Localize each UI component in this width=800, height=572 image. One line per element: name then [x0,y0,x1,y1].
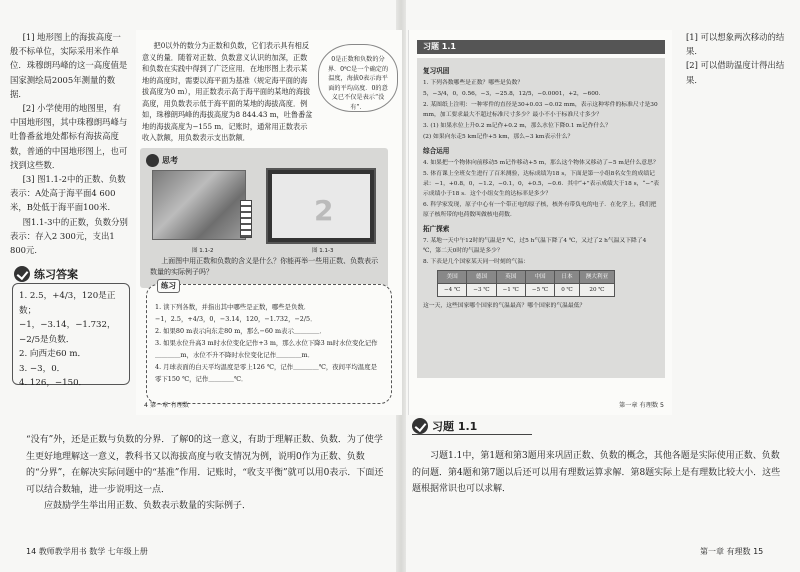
table-cell: −3 ℃ [467,284,496,297]
exercise-item: 5，−3/4，0，0.56，−3，−25.8，12/5，−0.0001，+2，−600． [423,91,605,97]
textbook-page-5 [408,30,672,415]
answer-line: 2. 向西走60 m． [19,349,87,359]
topographic-map-figure [152,170,246,240]
exercise-item: 2. 某图纸上注明：一种零件的直径是30+0.03 −0.02 mm，表示这种零件的标准尺寸是30 mm，加工要求最大不超过标准尺寸多少？最小不小于标准尺寸多少？ [423,102,658,118]
margin-notes [10,30,128,257]
textbook-footer: 4 第一章 有理数 [144,402,189,409]
exercise-item: 5. 体育课上全班女生进行了百米测验，达标成绩为18 s，下面是第一小组8名女生的成绩记录：−1，+0.8，0，−1.2，−0.1，0，+0.5，−0.6．其中“+”表示成绩大于18 s，“−”表示成绩小于18 s．这个小组女生的达标率是多少？ [423,171,660,197]
main-text-right: 习题1.1中，第1题和第3题用来巩固正数、负数的概念，其他各题是实际使用正数、负数的问题．第4题和第7题以后还可以用有理数运算求解．第8题实际上是有理数比较大小．这些题根据常识也可以求解． [412,451,781,494]
table-cell: 英国 [496,271,525,284]
bank-statement-figure [266,168,376,244]
answer-line: −1，−3.14，−1.732， [19,320,116,330]
practice-item: 4. 月球表面的白天平均温度是零上126 ℃，记作＿＿＿＿℃，夜间平均温度是零下150 ℃，记作＿＿＿＿℃． [155,363,377,383]
exercise-title-text: 习题 1.1 [432,420,478,433]
checkmark-icon [412,418,428,434]
table-cell: 20 ℃ [579,284,614,297]
exercise-item: 6. 科学家发现，原子中心有一个带正电的原子核，核外有带负电的电子．在化学上，我们把原子核所带的电荷数叫做核电荷数． [423,202,657,218]
cloud-note: 0是正数和负数的分界．0℃是一个确定的温度，海拔0表示海平面的平均高度．0的意义已不仅是表示“没有”． [318,44,398,112]
table-cell: 美国 [438,271,467,284]
body-paragraph: 应鼓励学生举出用正数、负数表示数量的实际例子． [44,501,252,511]
exercise-title [412,418,477,434]
margin-note: [3] 图1.1-2中的正数、负数表示：A处高于海平面4 600米，B处低于海平面100米． [10,174,126,213]
exercise-item: 这一天，这些国家哪个国家的气温最高？哪个国家的气温最低？ [423,303,586,309]
think-label: 思考 [162,156,178,165]
title-underline [412,434,532,435]
textbook-spread [136,30,674,415]
figure-caption: 图 1.1-3 [312,248,334,254]
table-cell: 0 ℃ [555,284,580,297]
think-box [140,148,388,288]
answer-line: 1. 2.5，+4/3，120是正数； [19,291,116,316]
table-cell: −1 ℃ [496,284,525,297]
textbook-footer: 第一章 有理数 5 [619,402,664,409]
exercise-item: 4. 如果把一个物体向前移动5 m记作移动+5 m，那么这个物体又移动了−5 m是什么意思？ [423,160,659,166]
answers-heading [14,266,78,282]
footer-right: 第一章 有理数 15 [700,547,764,556]
exercise-item: 8. 下表是几个国家某天同一时刻的气温： [423,259,529,265]
table-row [438,284,615,297]
exercise-section-title: 综合运用 [423,147,450,155]
body-paragraph: “没有”外，还是正数与负数的分界．了解0的这一意义，有助于理解正数、负数．为了使学生更好地理解这一意义，教科书又以海拔高度与收支情况为例，说明0作为正数、负数的“分界”，在解决实际问题中的“基准”作用．记账时，“收支平衡”就可以用0表示．下面还可以结合数轴，进一步说明这一点． [26,435,384,495]
checkmark-icon [14,266,30,282]
practice-label: 练习 [157,279,180,293]
textbook-paragraph: 把0以外的数分为正数和负数，它们表示具有相反意义的量．随着对正数、负数意义认识的加深，正数和负数在实践中得到了广泛应用．在地形图上表示某地的高度时，需要以海平面为基准（规定海平面的海拔高度为0 m），用正数表示高于海平面的某地的海拔高度，用负数表示低于海平面的某地的海拔高度．例如，珠穆朗玛峰的海拔高度为8 844.43 m，吐鲁番盆地的海拔高度为−155 m．记账时，通常用正数表示收入款额，用负数表示支出款额． [142,41,313,142]
exercise-header: 习题 1.1 [417,40,665,54]
answer-line: −2/5是负数． [19,334,75,345]
footer-left: 14 教师教学用书 数学 七年级上册 [26,547,148,556]
practice-item: −1，2.5，+4/3，0，−3.14，120，−1.732，−2/5． [155,315,317,323]
margin-note: [2] 可以借助温度计得出结果． [686,60,785,85]
exercise-item: 1. 下列各数哪些是正数？哪些是负数？ [423,80,524,86]
exercise-body [417,58,665,378]
elevation-scale-figure [240,200,252,238]
table-row [438,271,615,284]
table-cell: 德国 [467,271,496,284]
table-cell: 澳大利亚 [579,271,614,284]
answers-title: 练习答案 [34,268,78,281]
margin-note: [1] 可以想象两次移动的结果． [686,32,785,57]
textbook-page-4 [136,30,402,415]
think-heading [146,154,178,167]
textbook-text [142,40,314,144]
exercise-section-title: 拓广探索 [423,225,450,233]
main-text-left [26,432,386,515]
exercise-item: 3. (1) 如果水位上升0.2 m记作+0.2 m，那么水位下降0.1 m记作什么？ [423,123,611,129]
practice-item: 3. 如果水位升高3 m时水位变化记作+3 m，那么水位下降3 m时水位变化记作＿＿＿＿m，水位不升不降时水位变化记作＿＿＿＿m． [155,339,378,359]
practice-item: 1. 读下列各数，并指出其中哪些是正数，哪些是负数． [155,303,311,311]
practice-item: 2. 如果80 m表示向东走80 m，那么−60 m表示＿＿＿＿． [155,327,326,335]
think-icon [146,154,159,167]
temperature-table [437,270,615,297]
exercise-item: 7. 某地一天中午12时的气温是7 ℃，过5 h气温下降了4 ℃，又过了2 h气温又下降了4 ℃，第二天0时的气温是多少？ [423,238,647,254]
margin-note: [2] 小学使用的地图里，有中国地形图，其中珠穆朗玛峰与吐鲁番盆地处都标有海拔高度数，普通的中国地形图上，也可找到这些数． [10,103,128,170]
table-cell: 日本 [555,271,580,284]
table-cell: −4 ℃ [438,284,467,297]
exercise-section-title: 复习巩固 [423,67,450,75]
margin-note: 图1.1-3中的正数，负数分别表示：存入2 300元，支出1 800元． [10,216,128,256]
answers-box [12,283,130,388]
answer-line: 4. 126，−150． [19,378,88,388]
figure-caption: 图 1.1-2 [192,248,214,254]
think-question: 上面图中用正数和负数的含义是什么？你能再举一些用正数、负数表示数量的实际例子吗？ [150,257,379,276]
figure-number-graphic: 2 [314,194,334,227]
table-cell: −5 ℃ [525,284,554,297]
exercise-item: (2) 如果向东走5 km记作+5 km，那么−3 km表示什么？ [423,134,574,140]
answer-line: 3. −3，0． [19,363,66,374]
practice-box [146,281,392,404]
table-cell: 中国 [525,271,554,284]
margin-note: [1] 地形图上的海拔高度一般不标单位，实际采用米作单位．珠穆朗玛峰的这一高度值是国家测绘局2005年测量的数据． [10,32,128,99]
right-margin-notes [686,30,794,87]
